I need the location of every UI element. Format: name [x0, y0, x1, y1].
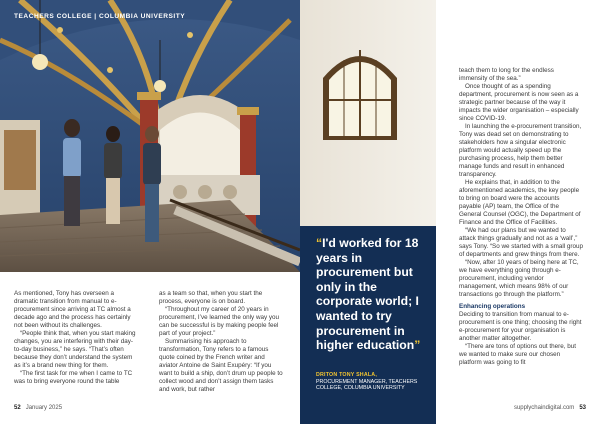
paragraph: “Now, after 10 years of being here at TC, we have everything going through e-procurement, including vendor management, which means 98% of our transactions go through the platform.” [459, 259, 579, 298]
paragraph: In launching the e-procurement transition, Tony was dead set on demonstrating to stakeholders how a singular electronic platform would actually speed up the purchasing process, help them better manage funds and result in enhanced transparency. [459, 123, 582, 178]
paragraph: “There are tons of options out there, but we wanted to make sure our chosen platform was going to fit [459, 343, 576, 366]
paragraph: Deciding to transition from manual to e-procurement is one thing; choosing the right e-procurement for your organisation is another matter altogether. [459, 311, 582, 342]
paragraph: He explains that, in addition to the aforementioned academics, the key people to bring on board were the accounts payable (AP) team, the Office of the General Counsel (OGC), the Department of Finance and the Office of Facilities. [459, 179, 581, 226]
body-column-2 [159, 290, 283, 394]
section-subhead: Enhancing operations [459, 303, 526, 310]
page-number-right: 53 [579, 405, 586, 411]
paragraph: “People think that, when you start making changes, you are interfering with their day-to-day business,” he says. “That’s often because they don’t understand the system as it’s a brand new thing for them. [14, 330, 136, 369]
paragraph: As mentioned, Tony has overseen a dramatic transition from manual to e-procurement since arriving at TC almost a decade ago and the process has certainly not been without its challenges. [14, 290, 131, 329]
paragraph: “Throughout my career of 20 years in procurement, I’ve learned the only way you can be successful is by making people feel part of your project.” [159, 306, 280, 337]
folio-left [14, 405, 62, 411]
issue-date: January 2025 [25, 405, 63, 411]
body-column-3 [459, 67, 583, 367]
paragraph: teach them to long for the endless immensity of the sea.” [459, 67, 554, 82]
paragraph: “The first task for me when I came to TC was to bring everyone round the table [14, 370, 133, 385]
pull-quote-box [300, 226, 436, 424]
folio-right [514, 405, 586, 411]
pull-quote [316, 236, 426, 353]
paragraph: as a team so that, when you start the process, everyone is on board. [159, 290, 263, 305]
site-url: supplychaindigital.com [513, 405, 575, 411]
open-quote-mark: “ [316, 236, 323, 250]
section-kicker: TEACHERS COLLEGE | COLUMBIA UNIVERSITY [14, 13, 186, 20]
close-quote-mark: ” [414, 338, 421, 353]
paragraph: Once thought of as a spending department, procurement is now seen as a strategic partner because of the way it impacts the wider organisation – especially since COVID-19. [459, 83, 579, 122]
quote-attribution-role: PROCUREMENT MANAGER, TEACHERS COLLEGE, COLUMBIA UNIVERSITY [316, 379, 418, 392]
pull-quote-text: I'd worked for 18 years in procurement but only in the corporate world; I wanted to try procurement in higher education [316, 236, 419, 353]
paragraph: Summarising his approach to transformation, Tony refers to a famous quote coined by the French writer and aviator Antoine de Saint Exupéry: “If you want to build a ship, don’t drum up people to collect wood and don’t assign them tasks and work, but rather [159, 338, 283, 393]
paragraph: “We had our plans but we wanted to attack things gradually and not as a ‘wall’,” says Tony. “So we started with a small group of departments and grew things from there. [459, 227, 584, 258]
quote-attribution-name: DRITON TONY SHALA, [316, 372, 377, 378]
page-number-left: 52 [14, 405, 21, 411]
body-column-1 [14, 290, 139, 386]
